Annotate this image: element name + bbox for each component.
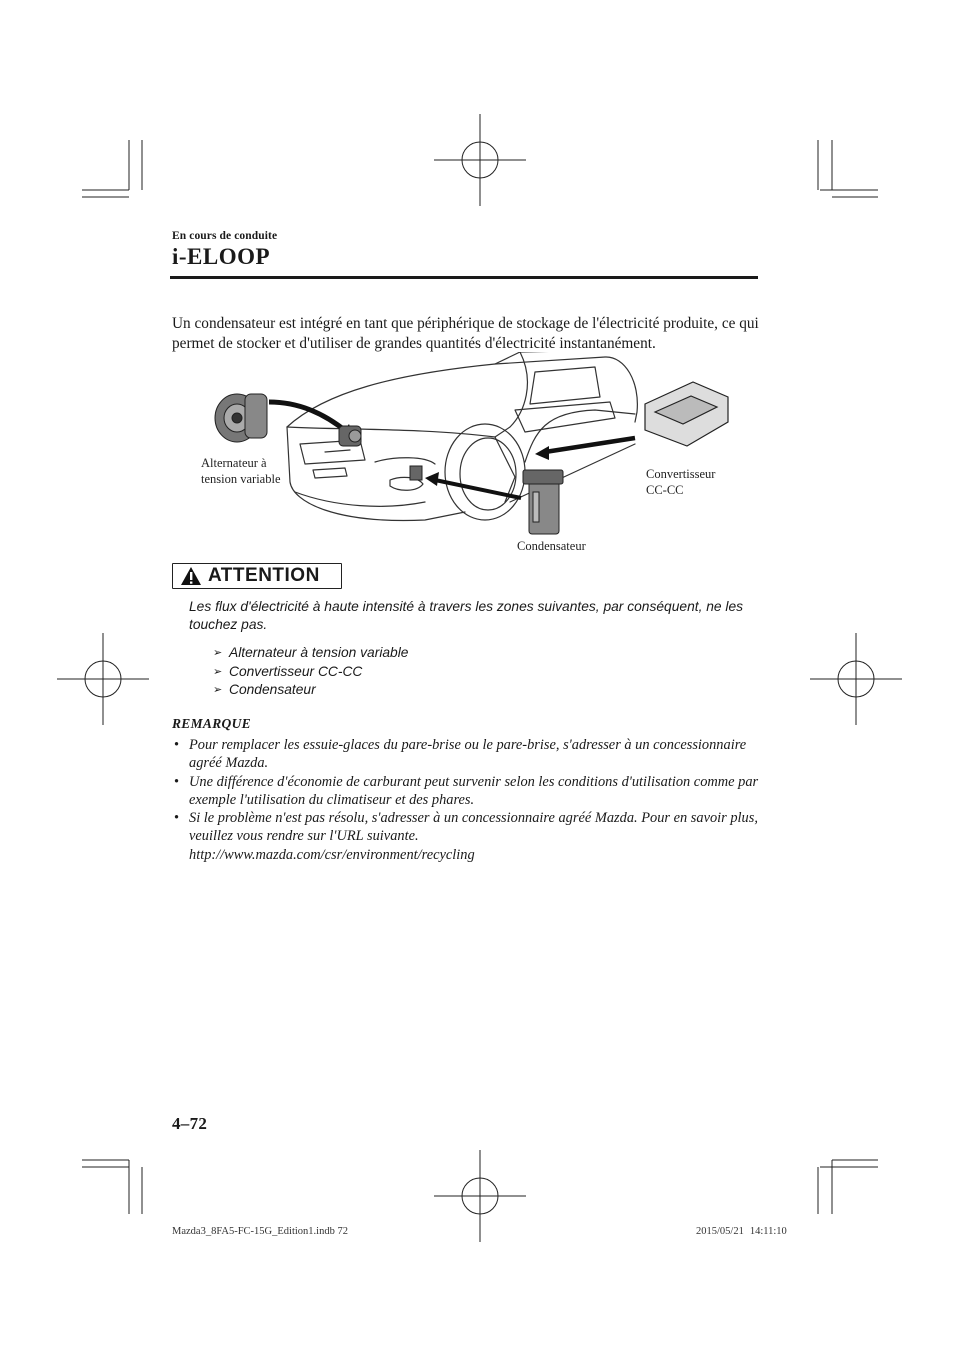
list-item xyxy=(213,663,408,682)
attention-body: Les flux d'électricité à haute intensité à travers les zones suivantes, par conséquent, ne les touchez pas. xyxy=(189,599,744,632)
remark-heading: REMARQUE xyxy=(172,716,251,731)
remark-wipers: Pour remplacer les essuie-glaces du pare-brise ou le pare-brise, s'adresser à un concessionnaire agréé Mazda. xyxy=(189,737,747,772)
page-number: 4–72 xyxy=(172,1114,208,1133)
bullet-icon: • xyxy=(174,773,180,790)
attention-title: ATTENTION xyxy=(208,565,320,586)
remark-fuel-economy: Une différence d'économie de carburant peut survenir selon les conditions d'utilisation comme par exemple l'utilisation du climatiseur et des phares. xyxy=(189,773,759,808)
footer-time: 14:11:10 xyxy=(749,1226,787,1237)
remark-dealer: Si le problème n'est pas résolu, s'adresser à un concessionnaire agréé Mazda. Pour en savoir plus, veuillez vous rendre sur l'URL suivante. xyxy=(189,810,758,845)
footer-timestamp xyxy=(696,1226,787,1237)
list-item xyxy=(172,773,762,810)
component-location-figure xyxy=(195,352,740,562)
attention-item-alternator: Alternateur à tension variable xyxy=(229,645,409,660)
remark-list xyxy=(172,736,762,864)
label-converter-line2: CC-CC xyxy=(646,483,684,497)
list-item xyxy=(213,681,408,700)
remark-url: http://www.mazda.com/csr/environment/recycling xyxy=(189,846,475,863)
arrow-bullet-icon: ➢ xyxy=(213,665,223,678)
label-alternator-line2: tension variable xyxy=(201,472,281,486)
label-alternator xyxy=(201,455,281,487)
list-item xyxy=(172,736,762,773)
list-item xyxy=(172,809,762,864)
attention-list xyxy=(213,644,408,700)
attention-item-converter: Convertisseur CC-CC xyxy=(229,663,363,679)
footer-date: 2015/05/21 xyxy=(696,1226,744,1237)
arrow-bullet-icon: ➢ xyxy=(213,647,223,659)
arrow-bullet-icon: ➢ xyxy=(213,684,223,696)
bullet-icon: • xyxy=(174,737,180,753)
section-label: En cours de conduite xyxy=(172,230,278,242)
label-converter xyxy=(646,466,715,498)
label-alternator-line1: Alternateur à xyxy=(201,456,267,470)
footer-file: Mazda3_8FA5-FC-15G_Edition1.indb 72 xyxy=(172,1226,348,1237)
intro-paragraph: Un condensateur est intégré en tant que périphérique de stockage de l'électricité produite, ce qui permet de stocker et d'utiliser de grandes quantités d'électricité instantanément. xyxy=(172,315,759,352)
label-converter-line1: Convertisseur xyxy=(646,467,716,481)
list-item xyxy=(213,644,408,663)
header-rule xyxy=(170,276,758,279)
chapter-title: i-ELOOP xyxy=(172,244,271,269)
attention-item-capacitor: Condensateur xyxy=(229,682,316,697)
warning-triangle-icon xyxy=(180,566,202,586)
label-capacitor: Condensateur xyxy=(517,539,586,553)
bullet-icon: • xyxy=(174,810,180,827)
